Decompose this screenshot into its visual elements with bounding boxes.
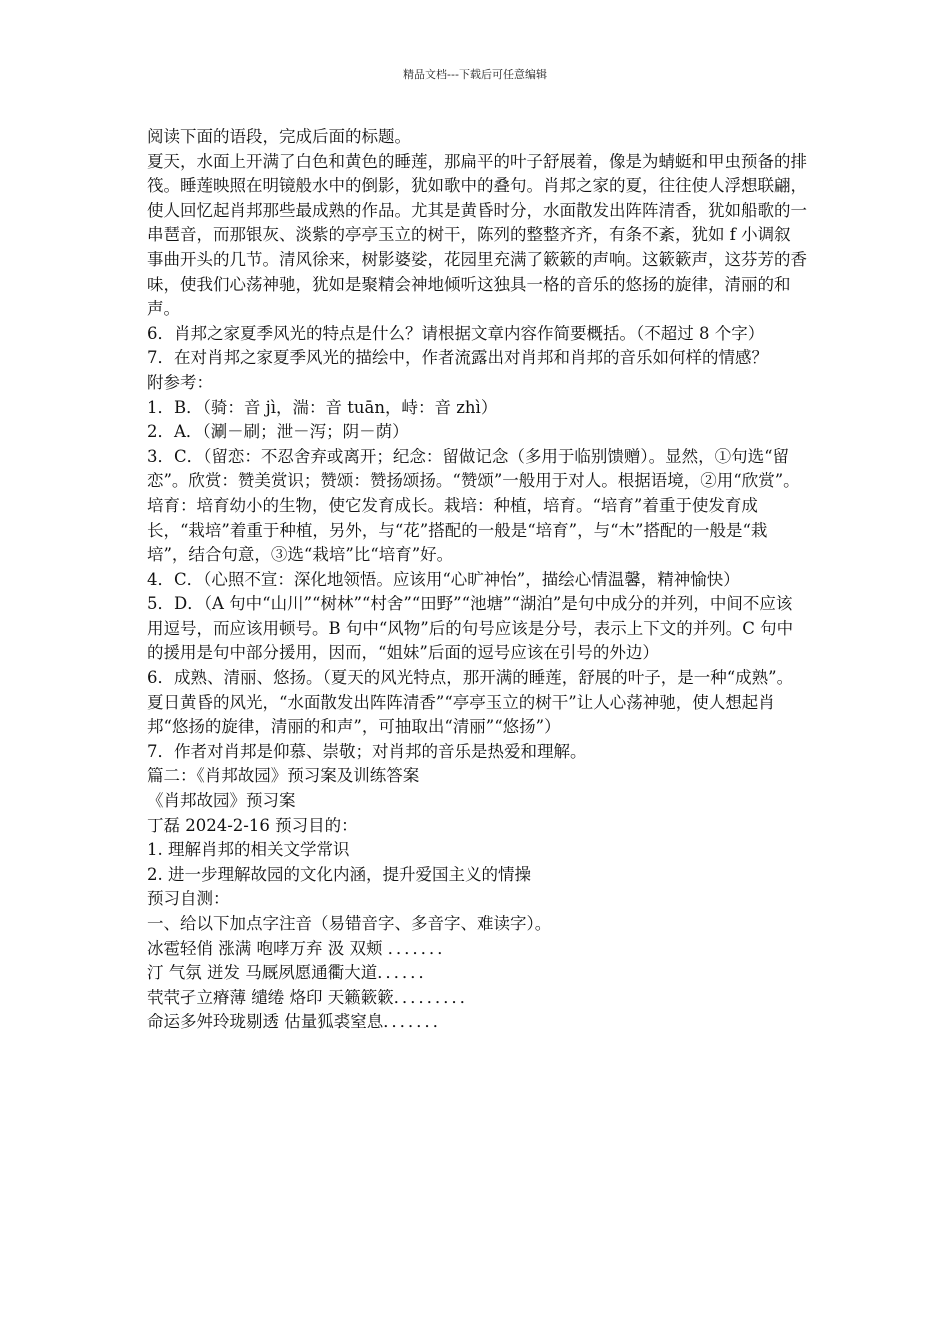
answer-6: 6．成熟、清丽、悠扬。（夏天的风光特点，那开满的睡莲，舒展的叶子，是一种“成熟”。夏日黄昏的风光，“水面散发出阵阵清香”“亭亭玉立的树干”让人心荡神驰，使人想起肖邦“悠扬的旋律，清丽的和声”，可抽取出“清丽”“悠扬”） bbox=[147, 668, 794, 737]
page-header: 精品文档---下载后可任意编辑 bbox=[403, 68, 547, 81]
answer-5: 5．D．（A 句中“山川”“树林”“村舍”“田野”“池塘”“湖泊”是句中成分的并列，中间不应该用逗号，而应该用顿号。B 句中“风物”后的句号应该是分号，表示上下文的并列。C 句中的援用是句中部分援用，因而，“姐妹”后面的逗号应该在引号的外边） bbox=[147, 594, 794, 663]
word-list-4: 命运多舛玲珑剔透 估量狐裘窒息．．．．．．． bbox=[147, 1012, 450, 1032]
question-7: 7．在对肖邦之家夏季风光的描绘中，作者流露出对肖邦和肖邦的音乐如何样的情感？ bbox=[147, 348, 768, 368]
question-6: 6．肖邦之家夏季风光的特点是什么？请根据文章内容作简要概括。（不超过 8 个字） bbox=[147, 323, 765, 343]
word-list-3: 茕茕孑立瘠薄 缱绻 烙印 天籁簌簌．．．．．．．．． bbox=[147, 987, 477, 1007]
word-list-1: 冰雹轻俏 涨满 咆哮万弃 汲 双颊 ．．．．．．． bbox=[147, 938, 454, 958]
section-two-title: 篇二：《肖邦故园》预习案及训练答案 bbox=[147, 766, 420, 786]
self-test-heading: 预习自测： bbox=[147, 889, 230, 909]
reference-heading: 附参考： bbox=[147, 372, 213, 392]
instruction-line: 阅读下面的语段，完成后面的标题。 bbox=[147, 127, 411, 146]
document-body bbox=[147, 125, 807, 1035]
answer-2: 2．A．（涮－刷；泄－泻；阴－荫） bbox=[147, 422, 409, 442]
answer-1: 1．B．（骑：音 jì，湍：音 tuān，峙：音 zhì） bbox=[147, 397, 498, 417]
preview-plan-title: 《肖邦故园》预习案 bbox=[147, 791, 296, 811]
answer-7: 7．作者对肖邦是仰慕、崇敬；对肖邦的音乐是热爱和理解。 bbox=[147, 741, 587, 761]
exercise-1-instruction: 一、给以下加点字注音（易错音字、多音字、难读字）。 bbox=[147, 914, 552, 933]
passage-paragraph: 夏天，水面上开满了白色和黄色的睡莲，那扁平的叶子舒展着，像是为蜻蜓和甲虫预备的排筏。睡莲映照在明镜般水中的倒影，犹如歌中的叠句。肖邦之家的夏，往往使人浮想联翩，使人回忆起肖邦那些最成熟的作品。尤其是黄昏时分，水面散发出阵阵清香，犹如船歌的一串琶音，而那银灰、淡紫的亭亭玉立的树干，陈列的整整齐齐，有条不紊，犹如 f 小调叙事曲开头的几节。清风徐来，树影婆娑，花园里充满了簌簌的声响。这簌簌声，这芬芳的香味，使我们心荡神驰，犹如是聚精会神地倾听这独具一格的音乐的悠扬的旋律，清丽的和声。 bbox=[147, 151, 807, 319]
word-list-2: 汀 气氛 迸发 马厩夙愿通衢大道．．．．．． bbox=[147, 963, 435, 983]
author-date-line: 丁磊 2024-2-16 预习目的： bbox=[147, 815, 358, 835]
answer-3: 3．C．（留恋：不忍舍弃或离开；纪念：留做记念（多用于临别馈赠）。显然，①句选“留恋”。欣赏：赞美赏识；赞颂：赞扬颂扬。“赞颂”一般用于对人。根据语境，②用“欣赏”。 bbox=[147, 446, 800, 491]
goal-2: 2. 进一步理解故园的文化内涵，提升爱国主义的情操 bbox=[147, 864, 531, 884]
answer-4: 4．C．（心照不宣：深化地领悟。应该用“心旷神怡”，描绘心情温馨，精神愉快） bbox=[147, 569, 740, 589]
answer-3-continued: 培育：培育幼小的生物，使它发育成长。栽培：种植，培育。“培育”着重于使发育成长，“栽培”着重于种植，另外，与“花”搭配的一般是“培育”，与“木”搭配的一般是“栽培”，结合句意，③选“栽培”比“培育”好。 bbox=[147, 495, 768, 565]
goal-1: 1. 理解肖邦的相关文学常识 bbox=[147, 840, 350, 860]
